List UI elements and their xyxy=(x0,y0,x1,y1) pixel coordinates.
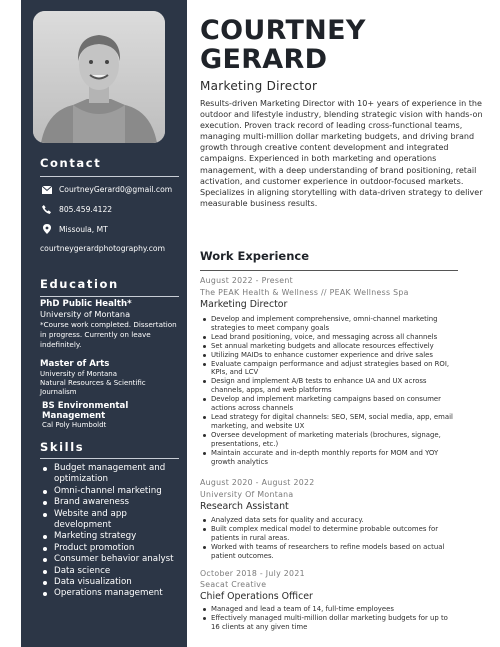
job-bullet: Evaluate campaign performance and adjust strategies based on ROI, KPIs, and LCV xyxy=(202,360,458,378)
job-bullet: Built complex medical model to determine probable outcomes for patients in rural areas. xyxy=(202,525,458,543)
skill-item: Data science xyxy=(40,566,185,577)
skill-item: Omni-channel marketing xyxy=(40,486,185,497)
work-experience-heading: Work Experience xyxy=(200,249,310,263)
skill-item: Marketing strategy xyxy=(40,531,185,542)
job-bullet: Utilizing MAIDs to enhance customer experience and drive sales xyxy=(202,351,458,360)
job-bullet: Effectively managed multi-million dollar marketing budgets for up to 16 clients at any given time xyxy=(202,614,458,632)
job-bullet: Managed and lead a team of 14, full-time employees xyxy=(202,605,458,614)
job-bullets xyxy=(202,315,458,466)
skills-heading: Skills xyxy=(40,440,85,454)
location-pin-icon xyxy=(40,224,53,234)
job-dates: August 2022 - Present xyxy=(200,276,293,285)
first-name: COURTNEY xyxy=(200,15,366,46)
skill-item: Website and app development xyxy=(40,509,185,532)
contact-heading: Contact xyxy=(40,156,102,170)
skills-divider xyxy=(40,458,179,459)
skill-item: Product promotion xyxy=(40,543,185,554)
skill-item: Data visualization xyxy=(40,577,185,588)
job-bullet: Analyzed data sets for quality and accuracy. xyxy=(202,516,458,525)
job-company: The PEAK Health & Wellness // PEAK Wellness Spa xyxy=(200,288,409,297)
job-bullet: Worked with teams of researchers to refine models based on actual patient outcomes. xyxy=(202,543,458,561)
job-bullet: Maintain accurate and in-depth monthly reports for MOM and YOY growth analytics xyxy=(202,449,458,467)
job-bullet: Develop and implement marketing campaigns based on consumer actions across channels xyxy=(202,395,458,413)
education-heading: Education xyxy=(40,277,119,291)
education-item-phd xyxy=(40,299,180,349)
job-bullets xyxy=(202,516,458,561)
job-bullet: Set annual marketing budgets and allocate resources effectively xyxy=(202,342,458,351)
education-degree: PhD Public Health* xyxy=(40,299,132,309)
job-role: Marketing Director xyxy=(200,299,288,310)
job-bullet: Develop and implement comprehensive, omni-channel marketing strategies to meet company goals xyxy=(202,315,458,333)
profile-photo-image xyxy=(33,11,165,143)
education-school: University of Montana xyxy=(40,309,131,319)
summary-paragraph: Results-driven Marketing Director with 10+ years of experience in the outdoor and lifestyle industry, blending strategic vision with hands-on execution. Proven track record of leading cross-functional teams, managing multi-million dollar marketing budgets, and driving brand growth through creative content development and integrated campaigns. Experienced in both marketing and operations management, with a deep understanding of brand positioning, retail activation, and customer experience in outdoor-focused markets. Specializes in aligning storytelling with data-driven strategy to deliver measurable business results. xyxy=(200,99,483,208)
envelope-icon xyxy=(40,186,53,194)
work-experience-divider xyxy=(200,270,458,271)
sidebar xyxy=(21,0,187,647)
job-bullet: Lead strategy for digital channels: SEO, SEM, social media, app, email marketing, and website UX xyxy=(202,413,458,431)
full-name xyxy=(200,16,366,74)
job-bullet: Design and implement A/B tests to enhance UA and UX across channels, apps, and web platforms xyxy=(202,377,458,395)
education-divider xyxy=(40,296,179,297)
contact-email-text: CourtneyGerard0@gmail.com xyxy=(59,185,173,194)
contact-location xyxy=(40,224,108,234)
job-bullet: Oversee development of marketing materials (brochures, signage, presentations, etc.) xyxy=(202,431,458,449)
last-name: GERARD xyxy=(200,44,328,75)
profile-photo xyxy=(33,11,165,143)
education-item-ma xyxy=(40,359,180,396)
phone-icon xyxy=(40,205,53,214)
education-degree: BS Environmental Management xyxy=(42,401,129,421)
skill-item: Budget management and optimization xyxy=(40,463,185,486)
education-school: Cal Poly Humboldt xyxy=(42,421,107,429)
job-company: University Of Montana xyxy=(200,490,294,499)
skill-item: Brand awareness xyxy=(40,497,185,508)
skills-list xyxy=(40,463,185,600)
job-dates: August 2020 - August 2022 xyxy=(200,478,315,487)
contact-email[interactable] xyxy=(40,185,172,194)
job-title: Marketing Director xyxy=(200,79,318,93)
contact-phone-text: 805.459.4122 xyxy=(59,205,113,214)
contact-website-text: courtneygerardphotography.com xyxy=(40,244,165,253)
contact-website[interactable] xyxy=(40,244,165,253)
skill-item: Operations management xyxy=(40,588,185,599)
education-note: *Course work completed. Dissertation in progress. Currently on leave indefinitely. xyxy=(40,320,177,349)
job-role: Research Assistant xyxy=(200,501,289,512)
skill-item: Consumer behavior analyst xyxy=(40,554,185,565)
education-item-bs xyxy=(42,401,182,430)
contact-location-text: Missoula, MT xyxy=(59,224,108,234)
job-role: Chief Operations Officer xyxy=(200,591,313,602)
job-bullets xyxy=(202,605,458,632)
education-school: University of Montana xyxy=(40,370,118,378)
job-dates: October 2018 - July 2021 xyxy=(200,569,305,578)
contact-divider xyxy=(40,176,179,177)
job-company: Seacat Creative xyxy=(200,580,267,589)
contact-phone[interactable] xyxy=(40,205,112,214)
job-bullet: Lead brand positioning, voice, and messaging across all channels xyxy=(202,333,458,342)
education-degree: Master of Arts xyxy=(40,359,110,369)
education-note: Natural Resources & Scientific Journalism xyxy=(40,378,146,396)
